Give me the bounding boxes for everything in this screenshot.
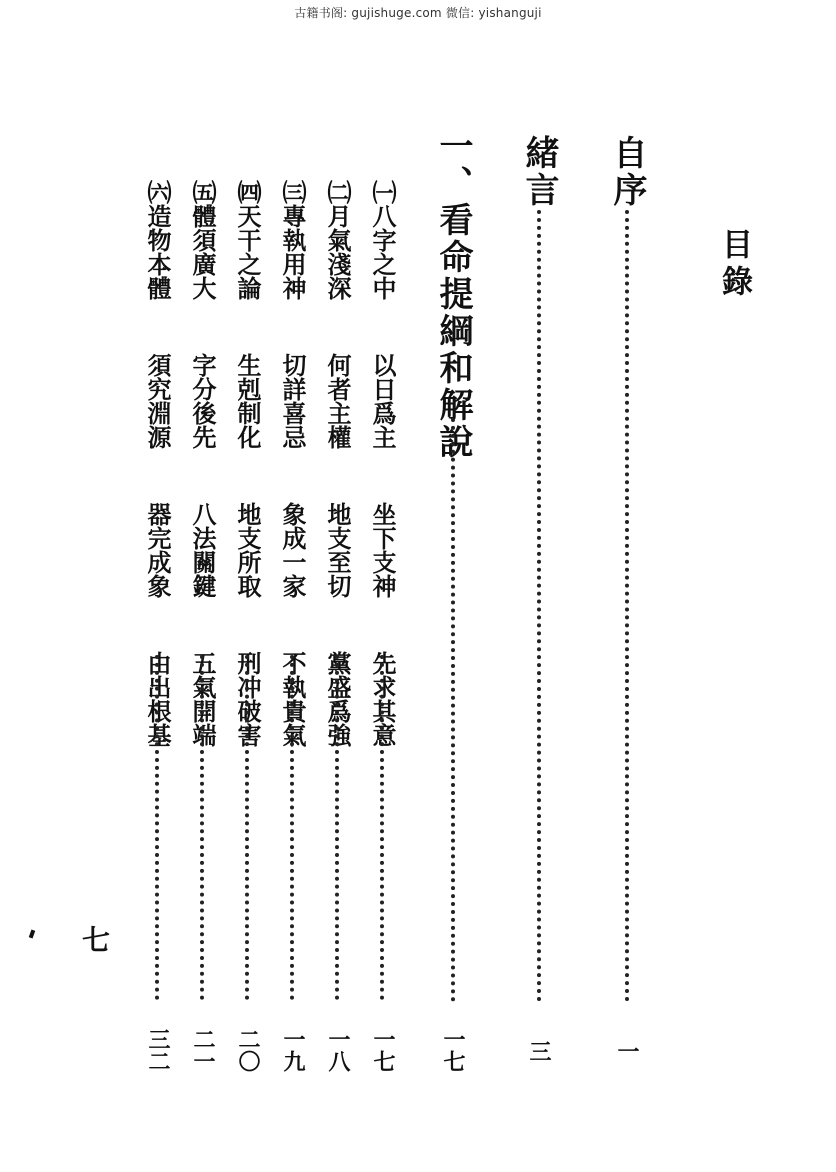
entry-phrase: ㈤體須廣大	[188, 180, 217, 300]
leader-dots	[335, 655, 339, 1000]
watermark: 古籍书阁: gujishuge.com 微信: yishanguji	[294, 6, 542, 20]
entry-phrase: 坐下支神	[368, 502, 397, 598]
entry-phrase: 不執貴氣	[278, 651, 307, 747]
entry-phrase: 八法關鍵	[188, 502, 217, 598]
leader-dots	[451, 418, 455, 1002]
entry-phrase: 生剋制化	[233, 353, 262, 449]
entry-page-number: 一	[614, 1040, 640, 1062]
entry-phrase: 須究淵源	[143, 353, 172, 449]
entry-title: 一、看命提綱和解說	[433, 128, 473, 461]
entry-phrase: 字分後先	[188, 353, 217, 449]
entry-phrase: 刑冲破害	[233, 651, 262, 747]
leader-dots	[245, 655, 249, 1000]
entry-phrase: 器完成象	[143, 502, 172, 598]
entry-phrase: 以日爲主	[368, 353, 397, 449]
entry-page-number: 一八	[325, 1028, 351, 1072]
page-number: 七	[78, 925, 111, 953]
page-title: 目錄	[716, 228, 752, 302]
leader-dots	[625, 210, 629, 1002]
entry-page-number: 三	[526, 1040, 552, 1062]
leader-dots	[380, 655, 384, 1000]
entry-phrase: ㈠八字之中	[368, 180, 397, 300]
entry-phrase: 象成一家	[278, 502, 307, 598]
entry-phrase: 切詳喜忌	[278, 353, 307, 449]
entry-phrase: 黨盛爲強	[323, 651, 352, 747]
leader-dots	[200, 655, 204, 1000]
entry-phrase: 何者主權	[323, 353, 352, 449]
leader-dots	[155, 655, 159, 1000]
entry-phrase: ㈡月氣淺深	[323, 180, 352, 300]
entry-page-number: 二〇	[235, 1028, 261, 1072]
entry-phrase: 五氣開端	[188, 651, 217, 747]
entry-phrase: ㈥造物本體	[143, 180, 172, 300]
leader-dots	[290, 655, 294, 1000]
entry-title: 自序	[607, 135, 647, 209]
entry-title: 緒言	[519, 135, 559, 209]
entry-page-number: 一九	[280, 1028, 306, 1072]
entry-page-number: 一七	[370, 1028, 396, 1072]
entry-page-number: 三二	[145, 1028, 171, 1072]
entry-phrase: 先求其意	[368, 651, 397, 747]
entry-phrase: 由出根基	[143, 651, 172, 747]
stray-ink-mark	[29, 930, 35, 939]
entry-page-number: 一七	[440, 1028, 466, 1072]
entry-phrase: ㈢專執用神	[278, 180, 307, 300]
leader-dots	[537, 210, 541, 1002]
entry-page-number: 二一	[190, 1028, 216, 1072]
entry-phrase: ㈣天干之論	[233, 180, 262, 300]
entry-phrase: 地支至切	[323, 502, 352, 598]
entry-phrase: 地支所取	[233, 502, 262, 598]
